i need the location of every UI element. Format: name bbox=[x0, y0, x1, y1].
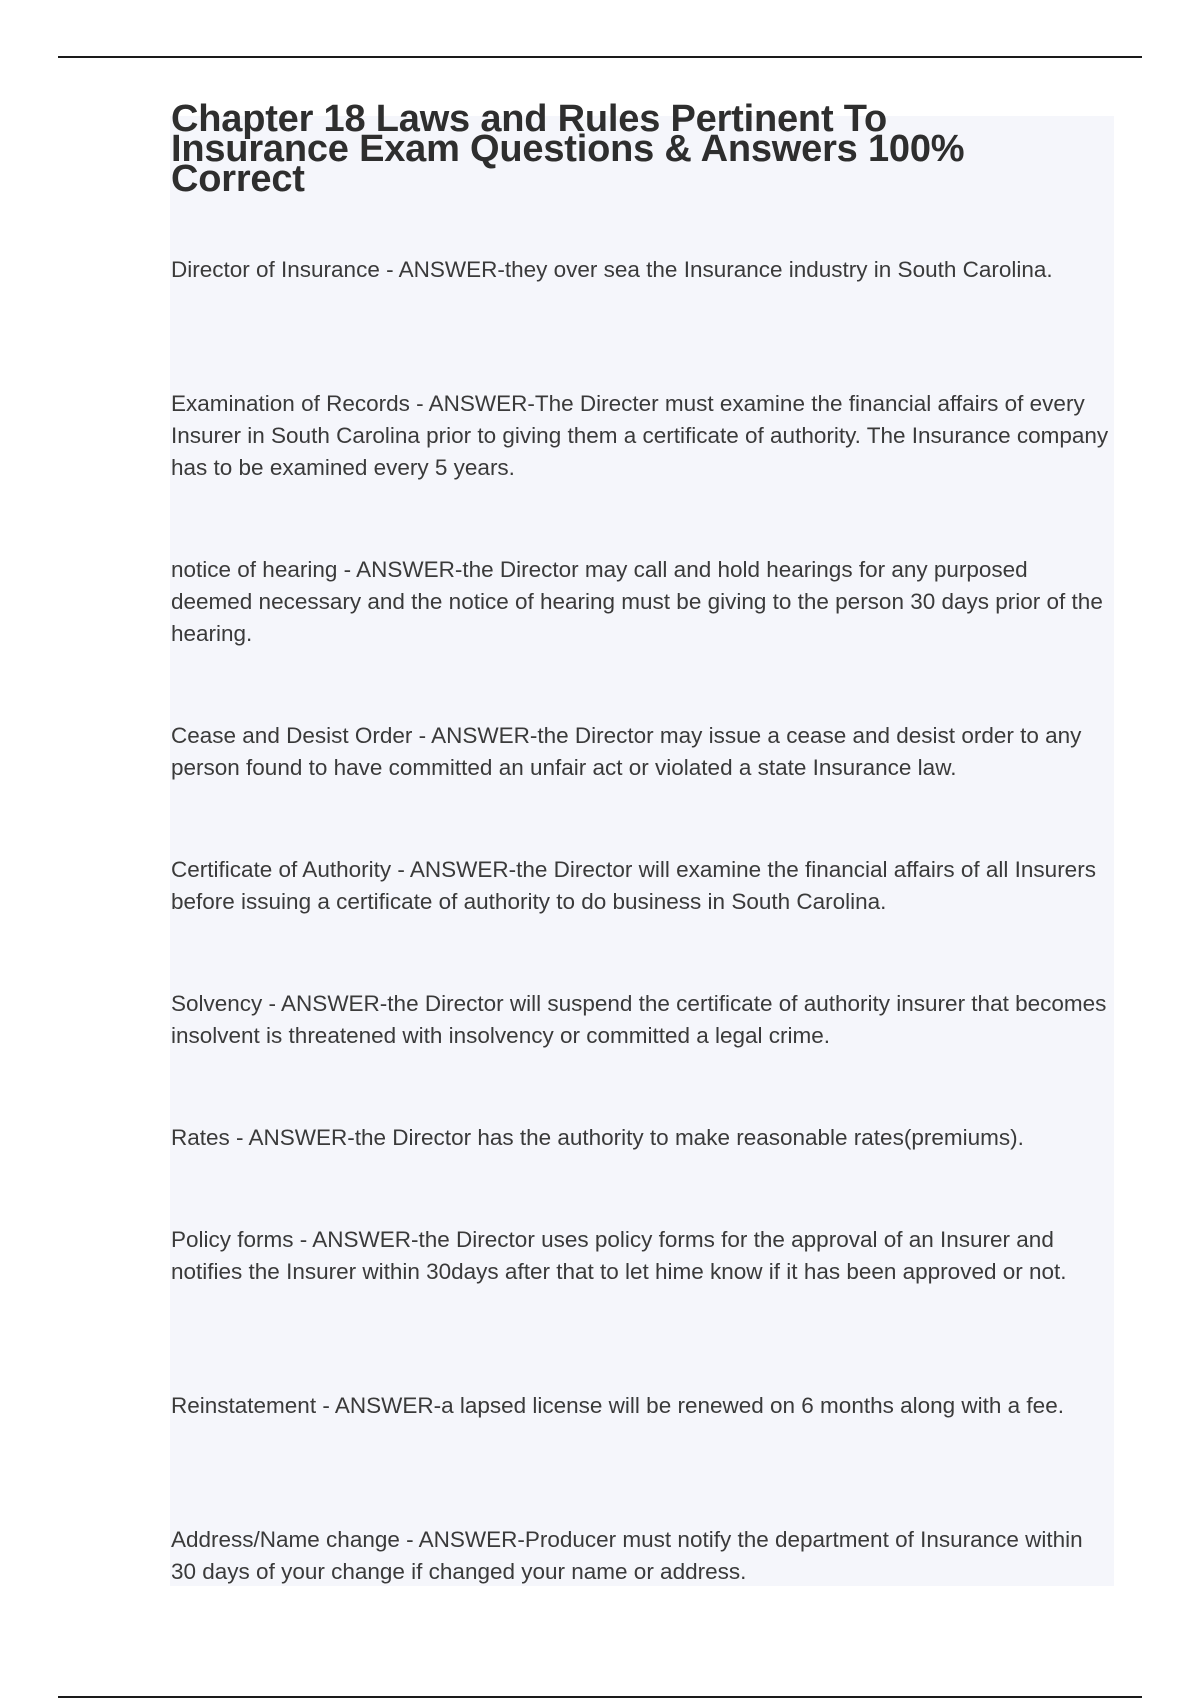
qa-item-rates: Rates - ANSWER-the Director has the authority to make reasonable rates(premiums). bbox=[171, 1125, 1024, 1150]
content-panel bbox=[170, 116, 1114, 1586]
qa-item-examination-of-records: Examination of Records - ANSWER-The Directer must examine the financial affairs of every Insurer in South Carolina prior to giving them a certificate of authority. The Insurance company has to be examined every 5 years. bbox=[171, 391, 1109, 480]
qa-item-policy-forms: Policy forms - ANSWER-the Director uses policy forms for the approval of an Insurer and notifies the Insurer within 30days after that to let hime know if it has been approved or not. bbox=[171, 1227, 1067, 1284]
qa-item-cease-and-desist-order: Cease and Desist Order - ANSWER-the Director may issue a cease and desist order to any person found to have committed an unfair act or violated a state Insurance law. bbox=[171, 723, 1082, 780]
qa-item-reinstatement: Reinstatement - ANSWER-a lapsed license will be renewed on 6 months along with a fee. bbox=[171, 1393, 1064, 1418]
bottom-rule bbox=[58, 1696, 1142, 1698]
qa-item-notice-of-hearing: notice of hearing - ANSWER-the Director may call and hold hearings for any purposed deemed necessary and the notice of hearing must be giving to the person 30 days prior of the hearing. bbox=[171, 557, 1103, 646]
top-rule bbox=[58, 56, 1142, 58]
qa-item-address-name-change: Address/Name change - ANSWER-Producer must notify the department of Insurance within 30 days of your change if changed your name or address. bbox=[171, 1527, 1083, 1584]
qa-item-director-of-insurance: Director of Insurance - ANSWER-they over sea the Insurance industry in South Carolina. bbox=[171, 257, 1053, 282]
qa-item-solvency: Solvency - ANSWER-the Director will suspend the certificate of authority insurer that becomes insolvent is threatened with insolvency or committed a legal crime. bbox=[171, 991, 1107, 1048]
qa-item-certificate-of-authority: Certificate of Authority - ANSWER-the Director will examine the financial affairs of all Insurers before issuing a certificate of authority to do business in South Carolina. bbox=[171, 857, 1096, 914]
document-title: Chapter 18 Laws and Rules Pertinent To Insurance Exam Questions & Answers 100% Correct bbox=[171, 98, 965, 200]
